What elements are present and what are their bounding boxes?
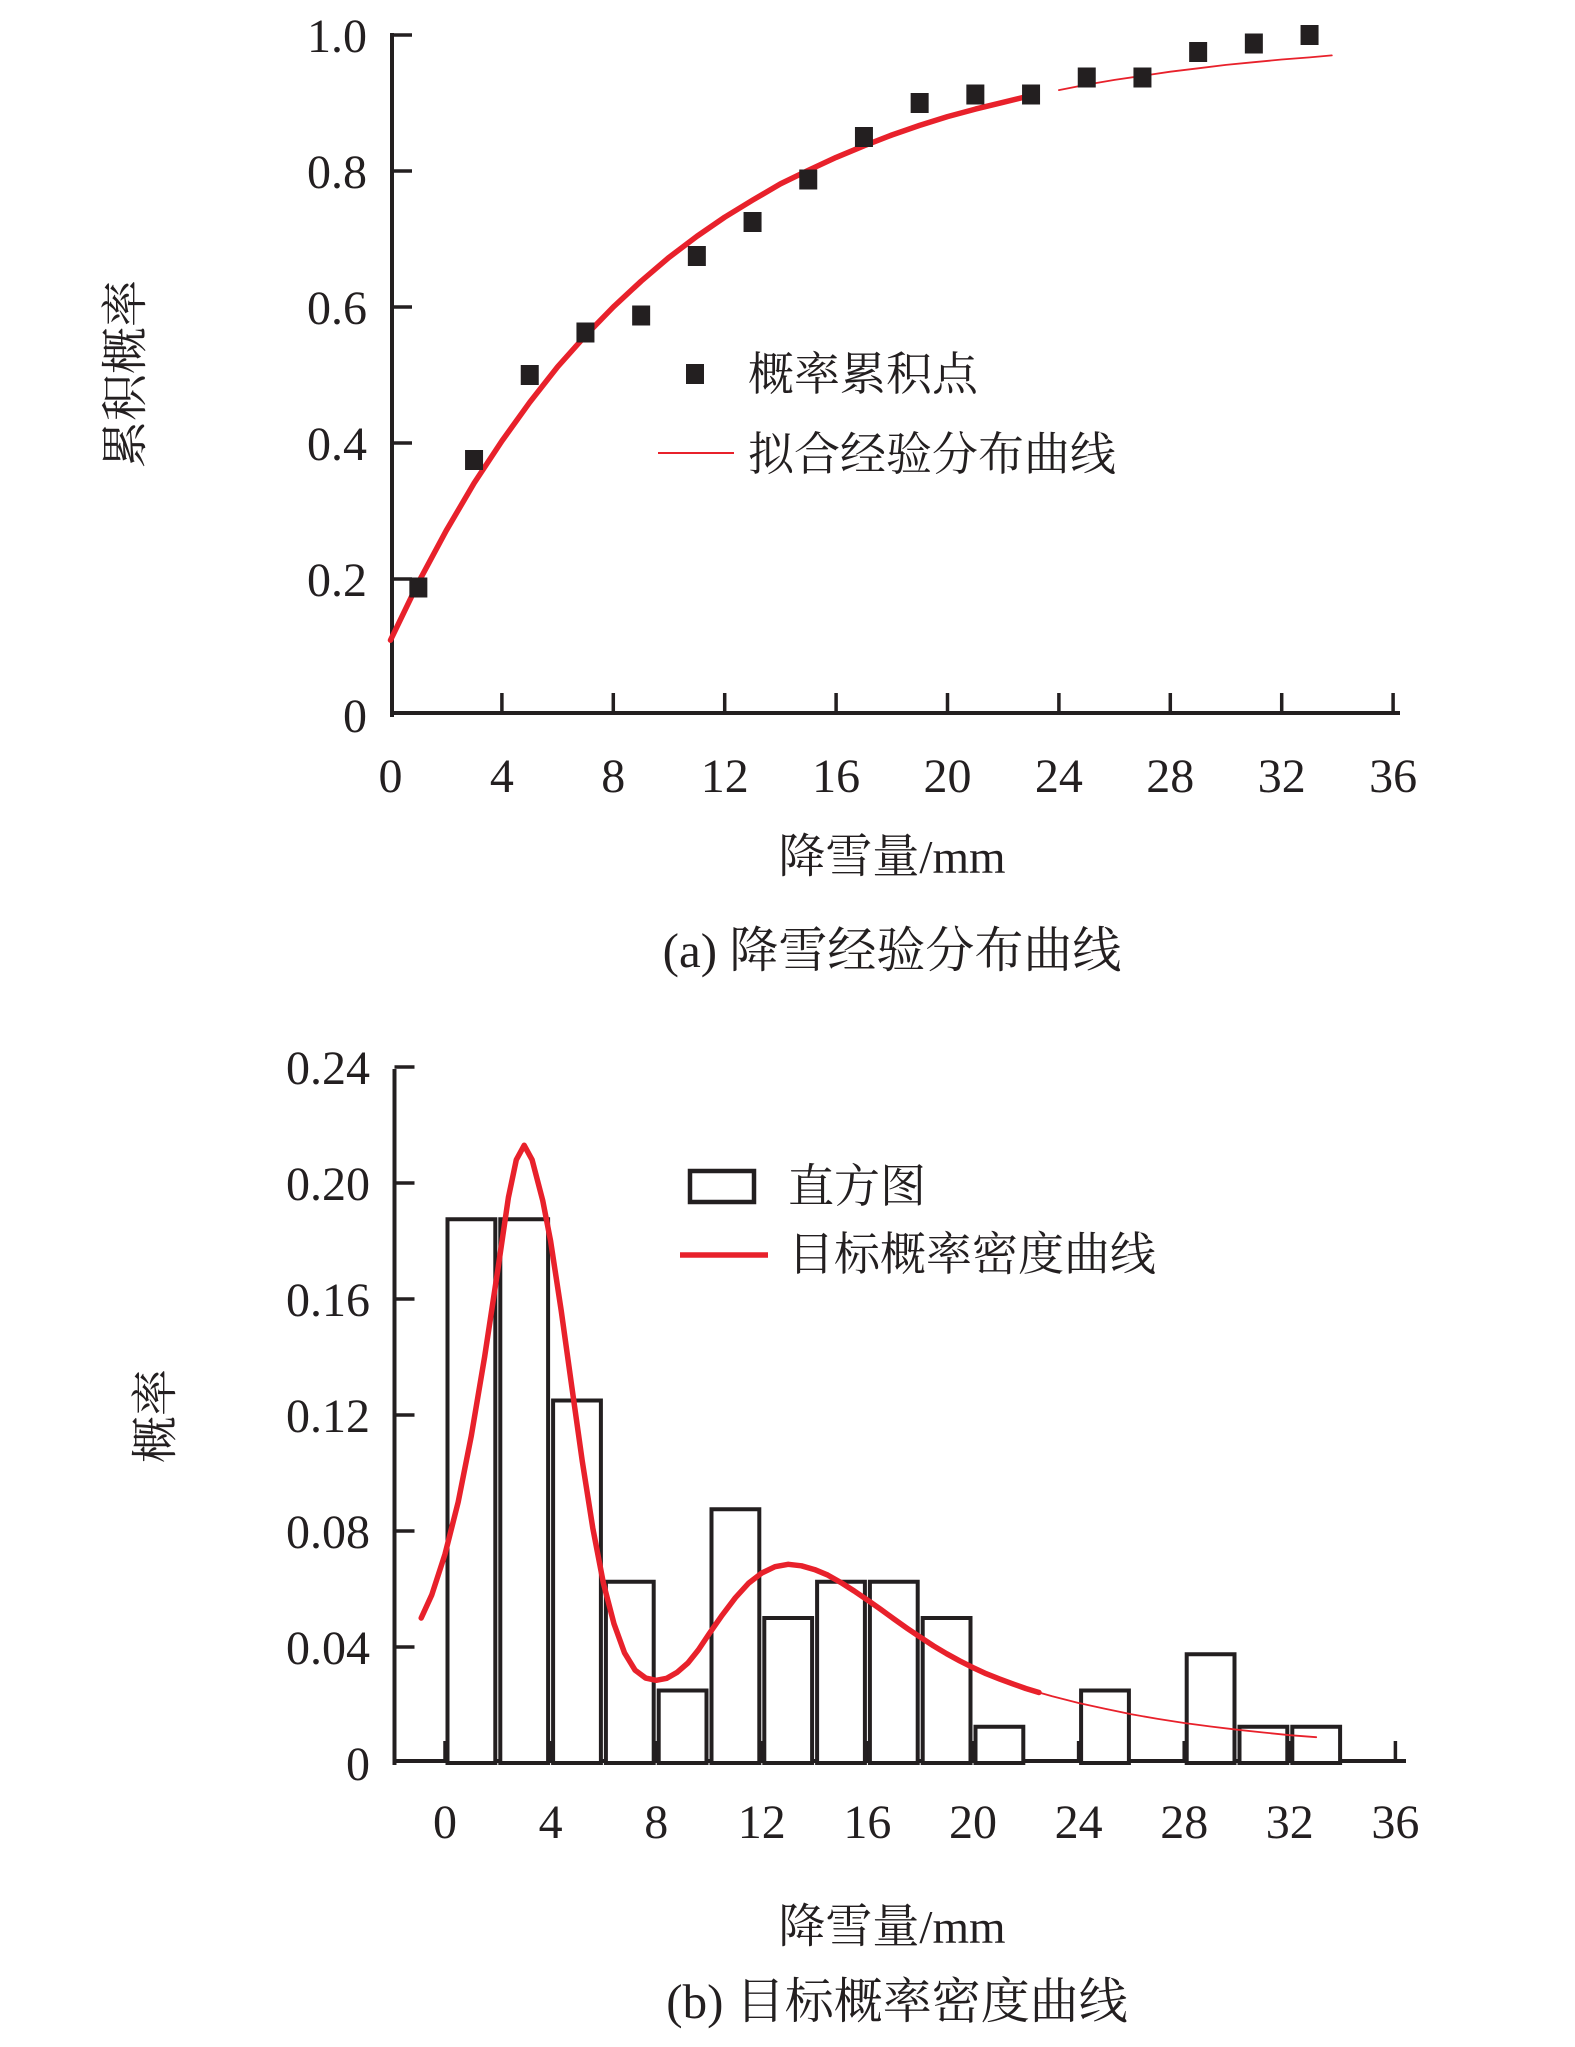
x-tick-label: 0 [433,1796,457,1849]
y-tick-label: 0.2 [307,554,367,607]
chart-b-caption: (b) 目标概率密度曲线 [666,1974,1128,2029]
histogram-bar [1292,1727,1340,1763]
x-tick-label: 16 [843,1796,892,1849]
cdf-point-marker [799,170,817,190]
histogram-bar [976,1727,1024,1763]
chart-a-caption: (a) 降雪经验分布曲线 [662,923,1122,978]
cdf-point-marker [1301,25,1319,45]
cdf-point-marker [855,127,873,147]
chart-b-y-axis-title: 概率 [130,1369,183,1463]
cdf-point-marker [1189,42,1207,62]
y-tick-label: 0.4 [307,418,367,471]
y-tick-label: 0.04 [286,1622,370,1675]
x-tick-label: 12 [700,750,749,803]
y-tick-label: 0.24 [286,1042,370,1095]
histogram-bar [448,1219,496,1763]
chart-b-histogram [448,1219,1341,1763]
histogram-bar [1187,1654,1235,1763]
x-tick-label: 20 [949,1796,997,1849]
histogram-bar [1081,1691,1129,1764]
cdf-point-marker [521,365,539,385]
y-tick-label: 0.08 [286,1506,370,1559]
y-tick-label: 0.16 [286,1274,370,1327]
chart-a-x-axis-title: 降雪量/mm [778,831,1006,884]
legend-curve-label: 拟合经验分布曲线 [748,429,1116,480]
x-tick-label: 0 [378,750,403,803]
histogram-bar [923,1618,971,1763]
histogram-bar [817,1582,865,1763]
x-tick-label: 20 [923,750,972,803]
cdf-point-marker [576,323,594,343]
cdf-point-marker [911,93,929,113]
cdf-point-marker [1245,34,1263,54]
x-tick-label: 8 [644,1796,669,1849]
cdf-point-marker [1022,85,1040,105]
chart-b-x-axis-title: 降雪量/mm [778,1901,1006,1954]
legend-curve-label: 目标概率密度曲线 [788,1229,1156,1280]
x-tick-label: 36 [1369,750,1418,803]
histogram-bar [553,1401,601,1764]
x-tick-label: 16 [812,750,861,803]
x-tick-label: 28 [1146,750,1195,803]
histogram-bar [500,1219,548,1763]
y-tick-label: 0 [343,690,367,743]
x-tick-label: 24 [1034,750,1083,803]
histogram-bar [712,1509,760,1763]
chart-a-points [409,25,1318,598]
y-tick-label: 0.20 [286,1158,370,1211]
chart-a-legend [658,349,1116,480]
legend-histogram-label: 直方图 [788,1161,926,1212]
x-tick-label: 12 [737,1796,786,1849]
y-tick-label: 0.6 [307,282,367,335]
x-tick-label: 4 [489,750,514,803]
cdf-point-marker [1078,68,1096,88]
legend-points-label: 概率累积点 [748,349,978,400]
chart-a-y-axis-title: 累积概率 [100,280,153,468]
y-tick-label: 1.0 [307,10,367,63]
cdf-point-marker [966,85,984,105]
cdf-point-marker [465,450,483,470]
x-tick-label: 4 [538,1796,563,1849]
histogram-bar [764,1618,812,1763]
x-tick-label: 28 [1160,1796,1209,1849]
cdf-point-marker [1133,68,1151,88]
cdf-point-marker [688,246,706,266]
cdf-point-marker [632,306,650,326]
cdf-point-marker [409,578,427,598]
cdf-point-marker [744,212,762,232]
legend-open-rect-marker [690,1171,754,1202]
chart-b [286,1042,1419,1849]
x-tick-label: 24 [1054,1796,1103,1849]
legend-square-marker [686,364,704,384]
x-tick-label: 8 [601,750,626,803]
histogram-bar [606,1582,654,1763]
y-tick-label: 0.12 [286,1390,370,1443]
chart-b-legend [680,1161,1156,1280]
x-tick-label: 32 [1265,1796,1314,1849]
chart-a [307,10,1417,803]
histogram-bar [659,1691,707,1764]
y-tick-label: 0.8 [307,146,367,199]
x-tick-label: 32 [1257,750,1306,803]
x-tick-label: 36 [1371,1796,1420,1849]
y-tick-label: 0 [346,1738,370,1791]
